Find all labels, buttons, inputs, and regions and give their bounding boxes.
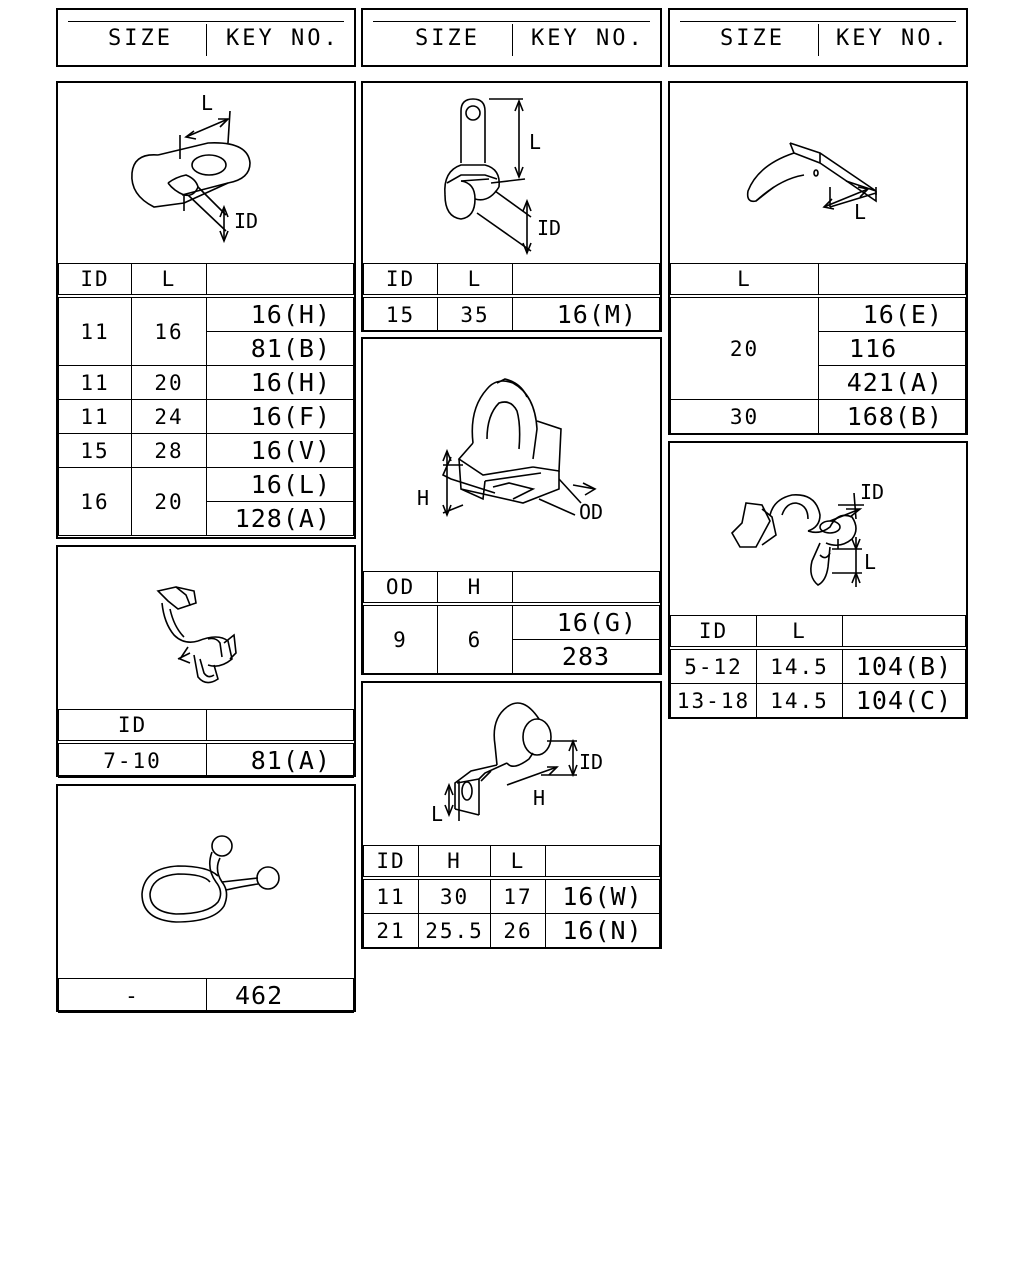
table-row: [364, 914, 660, 948]
col-key: [819, 264, 966, 297]
col-l: L: [491, 846, 546, 879]
tab-clamp-icon: [58, 83, 354, 263]
table-row: [364, 296, 660, 332]
cell-id: 7-10: [59, 742, 207, 778]
dim-l-label: L: [431, 802, 444, 826]
arrow-clip-drawing: [670, 443, 966, 615]
cell-h: 30: [419, 878, 491, 914]
table-row: [671, 684, 966, 718]
header-key-label: KEY NO.: [836, 26, 950, 51]
dim-id-label: ID: [234, 209, 259, 233]
offset-clamp-icon: [363, 683, 660, 845]
dim-l-label: L: [201, 91, 214, 115]
header-size-key-3: [668, 8, 968, 67]
header-divider: [818, 24, 819, 56]
table-row: [671, 400, 966, 434]
col-id: ID: [364, 264, 438, 297]
strap-clamp-table: [363, 263, 660, 332]
header-key-label: KEY NO.: [226, 26, 340, 51]
cell-od: 9: [364, 604, 438, 674]
tab-clamp-drawing: [58, 83, 354, 263]
cell-id: 11: [59, 366, 132, 400]
bracket-clip-drawing: [58, 547, 354, 709]
arrow-clip-icon: [670, 443, 966, 615]
dim-l-label: L: [854, 200, 867, 224]
cell-key: 16(M): [513, 296, 660, 332]
cell-key: 462: [207, 979, 354, 1013]
push-clip-table: [363, 571, 660, 674]
col-l: L: [132, 264, 207, 297]
cell-h: 6: [438, 604, 513, 674]
bracket-clip-table: [58, 709, 354, 778]
dim-l-label: L: [529, 130, 542, 154]
table-row: [59, 742, 354, 778]
table-row: [59, 296, 354, 332]
table-row: [364, 604, 660, 640]
arrow-clip-table: [670, 615, 966, 718]
cell-l: 16: [132, 296, 207, 366]
cell-id: 15: [364, 296, 438, 332]
col-l: L: [757, 616, 843, 649]
header-size-label: SIZE: [108, 26, 173, 51]
table-row: [364, 878, 660, 914]
cell-key: 16(H): [207, 296, 354, 332]
cell-key: 283: [513, 640, 660, 674]
col-key: [513, 264, 660, 297]
cell-id: 15: [59, 434, 132, 468]
dim-h-label: H: [417, 486, 430, 510]
col-id: ID: [364, 846, 419, 879]
dim-od-label: OD: [579, 500, 604, 524]
header-divider: [512, 24, 513, 56]
dim-id-label: ID: [860, 480, 885, 504]
loop-tie-table: [58, 978, 354, 1013]
cell-id: 11: [364, 878, 419, 914]
panel-bracket-clip: [56, 545, 356, 777]
cell-l: 17: [491, 878, 546, 914]
cell-key: 421(A): [819, 366, 966, 400]
cell-id: 5-12: [671, 648, 757, 684]
cell-l: 14.5: [757, 648, 843, 684]
cell-l: 24: [132, 400, 207, 434]
cell-h: 25.5: [419, 914, 491, 948]
push-clip-icon: [363, 339, 660, 571]
cell-key: 16(F): [207, 400, 354, 434]
bracket-clip-icon: [58, 547, 354, 709]
tab-clamp-table: [58, 263, 354, 536]
table-row: [59, 468, 354, 502]
cell-key: 16(V): [207, 434, 354, 468]
strap-clamp-icon: [363, 83, 660, 263]
cell-l: 26: [491, 914, 546, 948]
strap-clamp-drawing: [363, 83, 660, 263]
cell-id: 16: [59, 468, 132, 536]
cell-id: 13-18: [671, 684, 757, 718]
table-row: [59, 979, 354, 1013]
col-id: ID: [59, 710, 207, 743]
panel-push-clip: [361, 337, 662, 675]
cell-key: 16(H): [207, 366, 354, 400]
header-divider: [206, 24, 207, 56]
dim-id-label: ID: [537, 216, 562, 240]
panel-arrow-clip: [668, 441, 968, 719]
header-rule: [680, 21, 956, 22]
cell-key: 16(E): [819, 296, 966, 332]
push-clip-drawing: [363, 339, 660, 571]
table-row: [671, 296, 966, 332]
edge-clip-table: [670, 263, 966, 434]
panel-strap-clamp: [361, 81, 662, 332]
panel-loop-tie: [56, 784, 356, 1012]
offset-clamp-drawing: [363, 683, 660, 845]
cell-l: 20: [132, 468, 207, 536]
cell-key: 116: [819, 332, 966, 366]
panel-edge-clip: [668, 81, 968, 435]
header-size-key-2: [361, 8, 662, 67]
cell-key: 16(L): [207, 468, 354, 502]
header-rule: [373, 21, 650, 22]
cell-key: 16(G): [513, 604, 660, 640]
col-l: L: [438, 264, 513, 297]
col-key: [207, 264, 354, 297]
loop-tie-drawing: [58, 786, 354, 978]
header-key-label: KEY NO.: [531, 26, 645, 51]
header-size-label: SIZE: [415, 26, 480, 51]
cell-l: 20: [671, 296, 819, 400]
cell-l: 14.5: [757, 684, 843, 718]
col-id: ID: [59, 264, 132, 297]
cell-l: 30: [671, 400, 819, 434]
col-id: ID: [671, 616, 757, 649]
offset-clamp-table: [363, 845, 660, 948]
col-od: OD: [364, 572, 438, 605]
dim-id-label: ID: [579, 750, 604, 774]
table-row: [671, 648, 966, 684]
header-size-label: SIZE: [720, 26, 785, 51]
cell-key: 104(B): [843, 648, 966, 684]
col-h: H: [438, 572, 513, 605]
cell-key: 16(N): [546, 914, 660, 948]
table-row: [59, 434, 354, 468]
cell-l: 20: [132, 366, 207, 400]
table-row: [59, 366, 354, 400]
cell-size: -: [59, 979, 207, 1013]
table-row: [59, 400, 354, 434]
header-size-key-1: [56, 8, 356, 67]
col-key: [843, 616, 966, 649]
dim-l-label: L: [864, 550, 877, 574]
col-key: [207, 710, 354, 743]
cell-key: 128(A): [207, 502, 354, 536]
loop-tie-icon: [58, 786, 354, 978]
header-rule: [68, 21, 344, 22]
cell-key: 104(C): [843, 684, 966, 718]
col-key: [546, 846, 660, 879]
edge-clip-drawing: [670, 83, 966, 263]
cell-id: 11: [59, 296, 132, 366]
panel-offset-clamp: [361, 681, 662, 949]
col-l: L: [671, 264, 819, 297]
cell-key: 16(W): [546, 878, 660, 914]
col-key: [513, 572, 660, 605]
cell-l: 28: [132, 434, 207, 468]
cell-key: 81(B): [207, 332, 354, 366]
cell-id: 21: [364, 914, 419, 948]
cell-id: 11: [59, 400, 132, 434]
cell-l: 35: [438, 296, 513, 332]
cell-key: 81(A): [207, 742, 354, 778]
dim-h-label: H: [533, 786, 546, 810]
cell-key: 168(B): [819, 400, 966, 434]
col-h: H: [419, 846, 491, 879]
panel-tab-clamp: [56, 81, 356, 539]
edge-clip-icon: [670, 83, 966, 263]
